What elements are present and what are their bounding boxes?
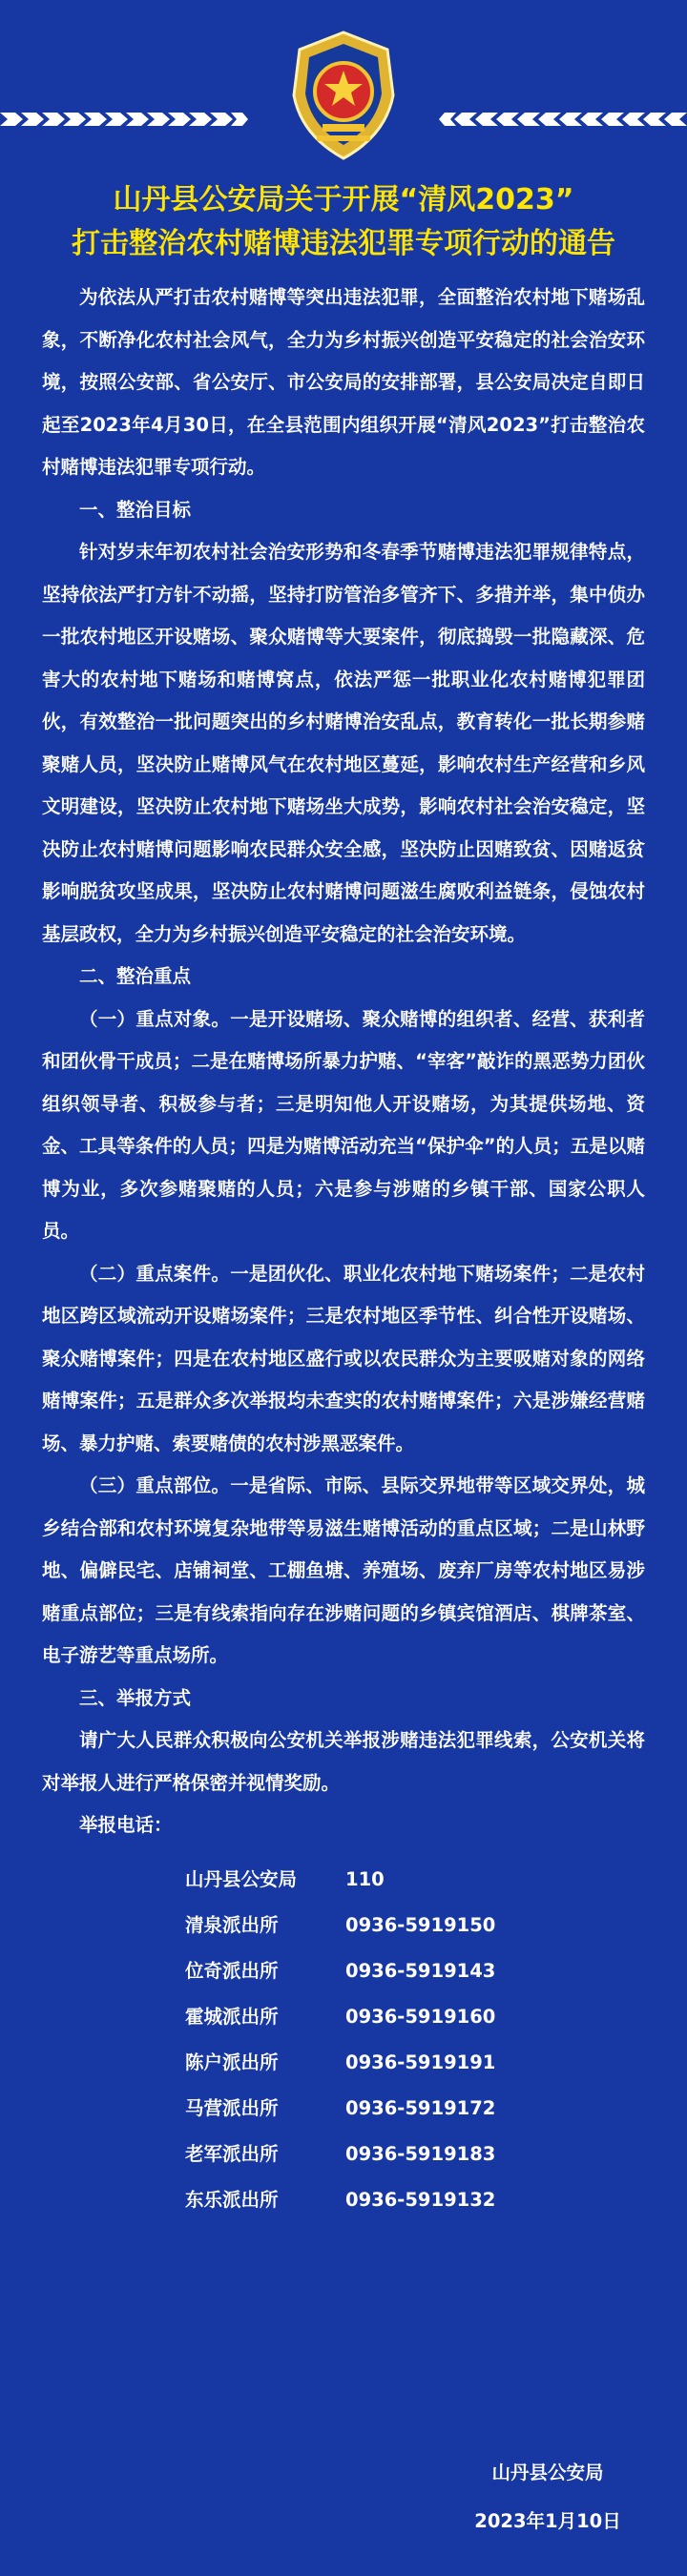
phone-station-name: 东乐派出所 (185, 2188, 279, 2211)
focus-item-body: 一是省际、市际、县际交界地带等区域交界处，城乡结合部和农村环境复杂地带等易滋生赌博活动的重点区域；二是山林野地、偏僻民宅、店铺祠堂、工棚鱼塘、养殖场、废弃厂房等农村地区易涉赌重点部位；三是有线索指向存在涉赌问题的乡镇宾馆酒店、棋牌茶室、电子游艺等重点场所。 (42, 1474, 645, 1666)
phone-station-name: 马营派出所 (185, 2096, 279, 2119)
focus-item-lead: （一）重点对象。 (79, 1007, 231, 1030)
header-banner (0, 0, 687, 167)
phone-row (185, 2132, 645, 2177)
police-badge-icon (282, 29, 405, 162)
phone-row (185, 1857, 645, 1903)
phone-number: 0936-5919150 (345, 1913, 496, 1936)
phone-row (185, 1903, 645, 1948)
phone-number: 110 (345, 1867, 385, 1890)
focus-item-targets (42, 999, 645, 1253)
phone-station-name: 陈户派出所 (185, 2050, 279, 2073)
phone-station-name: 位奇派出所 (185, 1959, 279, 1982)
intro-paragraph: 为依法从严打击农村赌博等突出违法犯罪，全面整治农村地下赌场乱象，不断净化农村社会风气，全力为乡村振兴创造平安稳定的社会治安环境，按照公安部、省公安厅、市公安局的安排部署，县公安局决定自即日起至2023年4月30日，在全县范围内组织开展“清风2023”打击整治农村赌博违法犯罪专项行动。 (42, 286, 645, 478)
phone-number: 0936-5919160 (345, 2005, 496, 2028)
notice-title-line-1: 山丹县公安局关于开展“清风2023” (113, 183, 574, 216)
phone-number: 0936-5919183 (345, 2142, 496, 2165)
phone-number: 0936-5919172 (345, 2096, 496, 2119)
notice-body (42, 277, 645, 2223)
phone-row (185, 2086, 645, 2132)
phone-station-name: 老军派出所 (185, 2142, 279, 2165)
phone-station-name: 山丹县公安局 (185, 1867, 298, 1890)
focus-item-locations (42, 1465, 645, 1678)
focus-item-lead: （三）重点部位。 (79, 1474, 231, 1496)
focus-item-body: 一是团伙化、职业化农村地下赌场案件；二是农村地区跨区域流动开设赌场案件；三是农村地区季节性、纠合性开设赌场、聚众赌博案件；四是在农村地区盛行或以农民群众为主要吸赌对象的网络赌博案件；五是群众多次举报均未查实的农村赌博案件；六是涉嫌经营赌场、暴力护赌、索要赌债的农村涉黑恶案件。 (42, 1262, 645, 1454)
phone-row (185, 1994, 645, 2040)
phone-station-name: 霍城派出所 (185, 2005, 279, 2028)
report-paragraph: 请广大人民群众积极向公安机关举报涉赌违法犯罪线索，公安机关将对举报人进行严格保密并视情奖励。 (42, 1729, 645, 1794)
focus-item-lead: （二）重点案件。 (79, 1262, 231, 1285)
section-heading-focus: 二、整治重点 (79, 965, 192, 987)
section-heading-report: 三、举报方式 (79, 1686, 192, 1709)
goals-paragraph: 针对岁末年初农村社会治安形势和冬春季节赌博违法犯罪规律特点，坚持依法严打方针不动摇，坚持打防管治多管齐下、多措并举，集中侦办一批农村地区开设赌场、聚众赌博等大要案件，彻底捣毁一批隐藏深、危害大的农村地下赌场和赌博窝点，依法严惩一批职业化农村赌博犯罪团伙，有效整治一批问题突出的乡村赌博治安乱点，教育转化一批长期参赌聚赌人员，坚决防止赌博风气在农村地区蔓延，影响农村生产经营和乡风文明建设，坚决防止农村地下赌场坐大成势，影响农村社会治安稳定，坚决防止农村赌博问题影响农民群众安全感，坚决防止因赌致贫、因赌返贫影响脱贫攻坚成果，坚决防止农村赌博问题滋生腐败利益链条，侵蚀农村基层政权，全力为乡村振兴创造平安稳定的社会治安环境。 (42, 541, 645, 945)
phone-number: 0936-5919191 (345, 2050, 496, 2073)
focus-item-body: 一是开设赌场、聚众赌博的组织者、经营、获利者和团伙骨干成员；二是在赌博场所暴力护赌、“宰客”敲诈的黑恶势力团伙组织领导者、积极参与者；三是明知他人开设赌场，为其提供场地、资金、工具等条件的人员；四是为赌博活动充当“保护伞”的人员；五是以赌博为业，多次参赌聚赌的人员；六是参与涉赌的乡镇干部、国家公职人员。 (42, 1007, 645, 1242)
phone-row (185, 2040, 645, 2086)
phone-row (185, 1948, 645, 1994)
phone-number: 0936-5919132 (345, 2188, 496, 2211)
signature-date: 2023年1月10日 (474, 2510, 621, 2532)
phone-number: 0936-5919143 (345, 1959, 496, 1982)
report-phone-label: 举报电话： (79, 1814, 173, 1836)
focus-item-cases (42, 1253, 645, 1466)
wing-ornament-right-icon (439, 103, 687, 135)
notice-title-line-2: 打击整治农村赌博违法犯罪专项行动的通告 (72, 227, 615, 260)
wing-ornament-left-icon (0, 103, 248, 135)
phone-station-name: 清泉派出所 (185, 1913, 279, 1936)
phone-row (185, 2177, 645, 2223)
signature-org: 山丹县公安局 (491, 2462, 604, 2483)
phone-list (42, 1857, 645, 2223)
section-heading-goals: 一、整治目标 (79, 498, 192, 521)
